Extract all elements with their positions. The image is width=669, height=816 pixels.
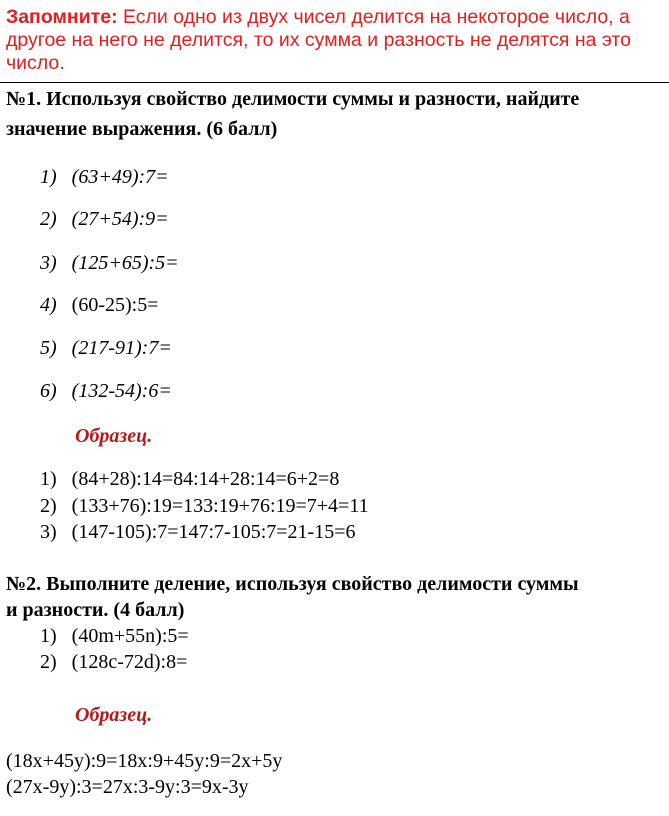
item-number: 1) (40, 166, 57, 188)
reminder-note (6, 6, 662, 75)
sample-number: 1) (40, 468, 57, 490)
reminder-label: Запомните: (6, 6, 118, 28)
task2-item (40, 625, 189, 648)
task2-heading-line1: №2. Выполните деление, используя свойство делимости суммы (6, 573, 579, 595)
task1-sample (40, 495, 369, 518)
item-number: 6) (40, 380, 57, 402)
sample-expression: (84+28):14=84:14+28:14=6+2=8 (71, 468, 340, 490)
task1-item (40, 294, 159, 317)
item-expression: (128c-72d):8= (71, 651, 188, 673)
task2-sample-label: Образец. (75, 704, 153, 726)
item-expression: (60-25):5= (71, 294, 159, 316)
item-expression: (217-91):7= (71, 337, 172, 359)
task1-item (40, 166, 169, 189)
sample-number: 3) (40, 521, 57, 543)
item-expression: (27+54):9= (71, 208, 169, 230)
sample-expression: (133+76):19=133:19+76:19=7+4=11 (71, 495, 369, 517)
sample-expression: (147-105):7=147:7-105:7=21-15=6 (71, 521, 356, 543)
reminder-text: Если одно из двух чисел делится на некоторое число, а другое на него не делится, то их сумма и разность не делятся на это число. (6, 6, 631, 74)
item-expression: (40m+55n):5= (71, 625, 189, 647)
task2-sample: (18x+45y):9=18x:9+45y:9=2x+5y (6, 750, 283, 772)
task1-item (40, 252, 179, 275)
task1-heading-line1: №1. Используя свойство делимости суммы и разности, найдите (6, 88, 580, 110)
divider (0, 82, 669, 83)
item-number: 5) (40, 337, 57, 359)
task1-sample (40, 468, 339, 491)
item-number: 2) (40, 208, 57, 230)
item-number: 2) (40, 651, 57, 673)
task1-sample (40, 521, 355, 544)
item-number: 4) (40, 294, 57, 316)
item-number: 3) (40, 252, 57, 274)
task2-item (40, 651, 187, 674)
task1-item (40, 208, 169, 231)
item-number: 1) (40, 625, 57, 647)
task2-heading-line2: и разности. (4 балл) (6, 599, 185, 621)
task1-item (40, 337, 172, 360)
sample-number: 2) (40, 495, 57, 517)
item-expression: (63+49):7= (71, 166, 169, 188)
item-expression: (125+65):5= (71, 252, 179, 274)
task2-sample: (27x-9y):3=27x:3-9y:3=9x-3y (6, 776, 249, 798)
item-expression: (132-54):6= (71, 380, 172, 402)
task1-heading-line2: значение выражения. (6 балл) (6, 118, 278, 140)
task1-item (40, 380, 172, 403)
task1-sample-label: Образец. (75, 425, 153, 447)
